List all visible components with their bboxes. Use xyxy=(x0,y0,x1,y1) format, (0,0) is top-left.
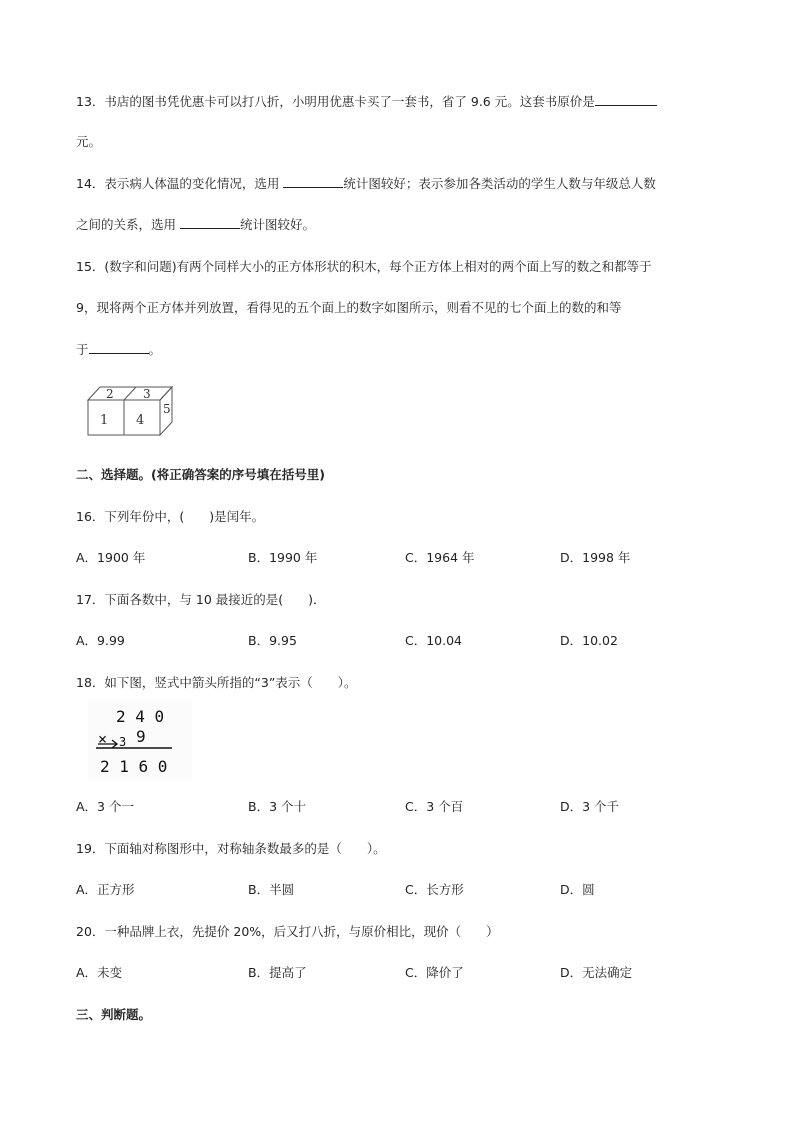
q17-option-a[interactable]: A．9.99 xyxy=(76,633,125,648)
q14-answer-blank-1[interactable] xyxy=(283,175,343,188)
q19-option-a[interactable]: A．正方形 xyxy=(76,882,135,897)
q19-option-d[interactable]: D．圆 xyxy=(560,882,595,897)
q20-option-a[interactable]: A．未变 xyxy=(76,965,123,980)
q15-text-a: 于 xyxy=(76,342,89,357)
q15-answer-blank[interactable] xyxy=(89,341,149,354)
calc-multiply-sign: × xyxy=(98,730,108,748)
section-3-title: 三、判断题。 xyxy=(76,1007,152,1022)
q20-stem: 20．一种品牌上衣，先提价 20%，后又打八折，与原价相比，现价（ ） xyxy=(76,924,499,939)
q17-option-b[interactable]: B．9.95 xyxy=(248,633,297,648)
q18-stem: 18．如下图，竖式中箭头所指的“3”表示（ ）。 xyxy=(76,675,357,690)
q18-option-d[interactable]: D．3 个千 xyxy=(560,799,620,814)
q18-option-b[interactable]: B．3 个十 xyxy=(248,799,307,814)
q16-option-a[interactable]: A．1900 年 xyxy=(76,550,146,565)
cube-number-top-right: 3 xyxy=(143,387,151,401)
q19-option-b[interactable]: B．半圆 xyxy=(248,882,295,897)
q15-line-3 xyxy=(76,340,161,358)
section-2-title: 二、选择题。(将正确答案的序号填在括号里) xyxy=(76,467,325,482)
calc-carry-digit: 3 xyxy=(119,735,127,749)
q15-line-1: 15．(数字和问题)有两个同样大小的正方体形状的积木，每个正方体上相对的两个面上写的数之和都等于 xyxy=(76,259,652,274)
cube-number-side: 5 xyxy=(163,402,171,416)
q16-stem: 16．下列年份中，( )是闰年。 xyxy=(76,509,265,524)
q17-option-d[interactable]: D．10.02 xyxy=(560,633,618,648)
q14-text-a: 14．表示病人体温的变化情况，选用 xyxy=(76,176,284,191)
q14-line-2 xyxy=(76,215,315,233)
cube-number-front-left: 1 xyxy=(100,413,109,428)
q16-option-b[interactable]: B．1990 年 xyxy=(248,550,318,565)
cube-number-front-right: 4 xyxy=(136,413,145,428)
q16-option-d[interactable]: D．1998 年 xyxy=(560,550,631,565)
q18-option-c[interactable]: C．3 个百 xyxy=(405,799,464,814)
q14-answer-blank-2[interactable] xyxy=(180,216,240,229)
q14-line-1 xyxy=(76,174,656,192)
q13-line-2: 元。 xyxy=(76,134,102,149)
q13-answer-blank[interactable] xyxy=(595,93,657,106)
q17-stem: 17．下面各数中，与 10 最接近的是( )． xyxy=(76,592,326,607)
q19-stem: 19．下面轴对称图形中，对称轴条数最多的是（ ）。 xyxy=(76,841,386,856)
q15-text-b: 。 xyxy=(148,342,162,357)
q20-option-b[interactable]: B．提高了 xyxy=(248,965,307,980)
q16-option-c[interactable]: C．1964 年 xyxy=(405,550,475,565)
calc-result: 2 1 6 0 xyxy=(100,757,168,776)
cube-top-divider xyxy=(124,387,136,400)
cube-number-top-left: 2 xyxy=(106,387,114,401)
q20-option-c[interactable]: C．降价了 xyxy=(405,965,464,980)
q13-line-1 xyxy=(76,92,657,110)
q20-option-d[interactable]: D．无法确定 xyxy=(560,965,633,980)
q14-text-c: 之间的关系，选用 xyxy=(76,217,180,232)
cube-figure xyxy=(86,384,178,438)
q14-text-b: 统计图较好；表示参加各类活动的学生人数与年级总人数 xyxy=(343,176,656,191)
q15-line-2: 9，现将两个正方体并列放置，看得见的五个面上的数字如图所示，则看不见的七个面上的数的和等 xyxy=(76,300,622,315)
calc-row-2: 9 xyxy=(136,727,146,746)
q14-text-d: 统计图较好。 xyxy=(239,217,315,232)
q18-option-a[interactable]: A．3 个一 xyxy=(76,799,134,814)
q19-option-c[interactable]: C．长方形 xyxy=(405,882,464,897)
calc-row-1: 2 4 0 xyxy=(116,707,165,726)
q13-text: 13．书店的图书凭优惠卡可以打八折，小明用优惠卡买了一套书，省了 9.6 元。这套书原价是 xyxy=(76,94,595,109)
vertical-multiplication-figure xyxy=(88,700,192,780)
q17-option-c[interactable]: C．10.04 xyxy=(405,633,463,648)
